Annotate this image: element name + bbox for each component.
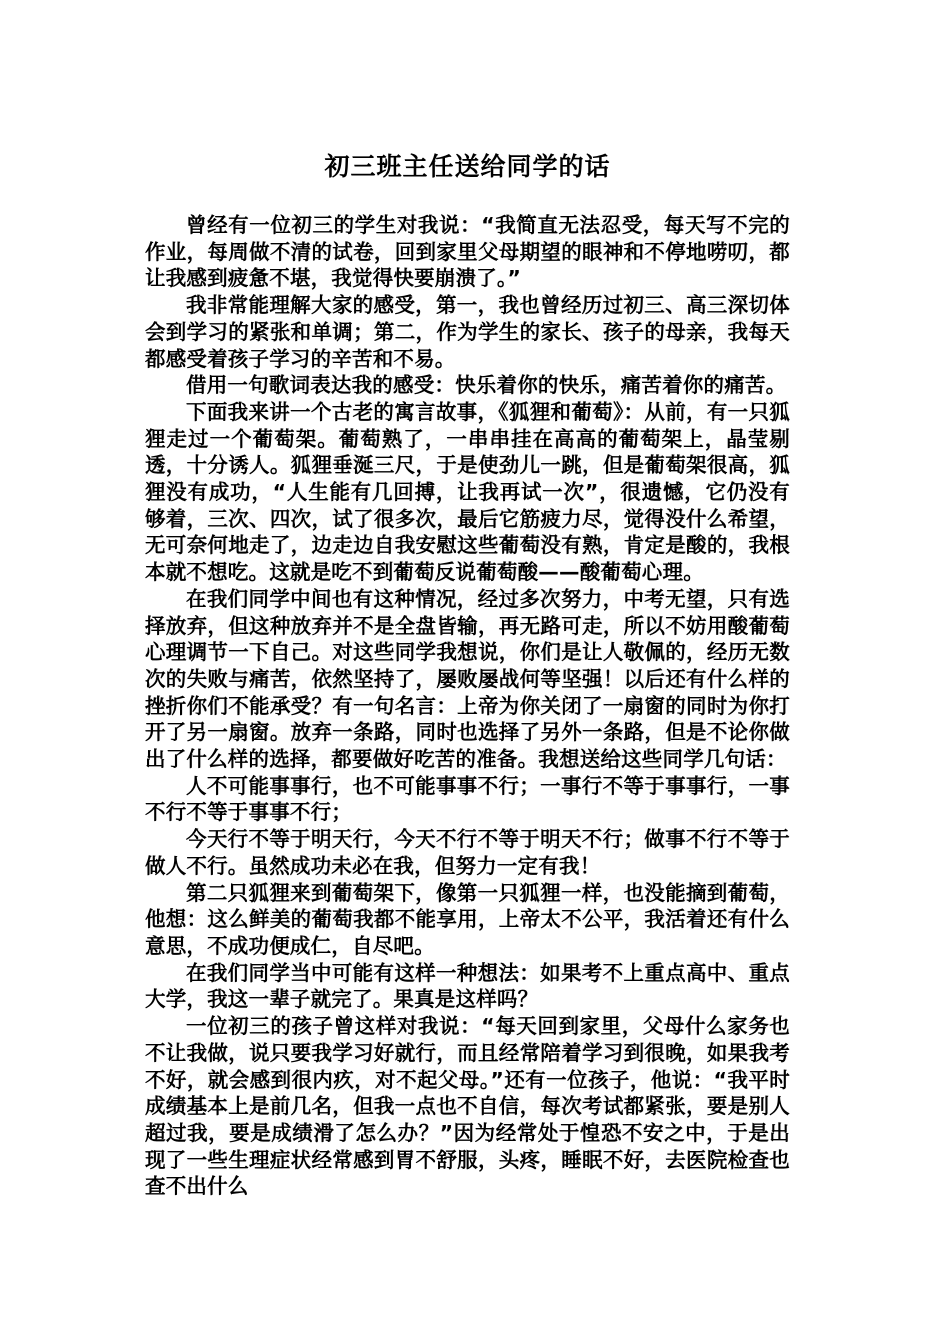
document-title: 初三班主任送给同学的话 bbox=[324, 152, 611, 181]
paragraph-3: 借用一句歌词表达我的感受：快乐着你的快乐，痛苦着你的痛苦。 bbox=[186, 373, 787, 398]
paragraph-6: 人不可能事事行，也不可能事事不行；一事行不等于事事行，一事不行不等于事事不行； bbox=[145, 773, 790, 825]
document-page bbox=[145, 148, 790, 1200]
paragraph-5: 在我们同学中间也有这种情况，经过多次努力，中考无望，只有选择放弃，但这种放弃并不是全盘皆输，再无路可走，所以不妨用酸葡萄心理调节一下自己。对这些同学我想说，你们是让人敬佩的，经历无数次的失败与痛苦，依然坚持了，屡败屡战何等坚强！以后还有什么样的挫折你们不能承受？有一句名言：上帝为你关闭了一扇窗的同时为你打开了另一扇窗。放弃一条路，同时也选择了另外一条路，但是不论你做出了什么样的选择，都要做好吃苦的准备。我想送给这些同学几句话： bbox=[145, 586, 790, 772]
paragraph-2: 我非常能理解大家的感受，第一，我也曾经历过初三、高三深切体会到学习的紧张和单调；第二，作为学生的家长、孩子的母亲，我每天都感受着孩子学习的辛苦和不易。 bbox=[145, 293, 790, 371]
paragraph-10: 一位初三的孩子曾这样对我说：“每天回到家里，父母什么家务也不让我做，说只要我学习好就行，而且经常陪着学习到很晚，如果我考不好，就会感到很内疚，对不起父母。”还有一位孩子，他说：“我平时成绩基本上是前几名，但我一点也不自信，每次考试都紧张，要是别人超过我，要是成绩滑了怎么办？”因为经常处于惶恐不安之中，于是出现了一些生理症状经常感到胃不舒服，头疼，睡眠不好，去医院检查也查不出什么 bbox=[145, 1014, 790, 1199]
paragraph-1: 曾经有一位初三的学生对我说：“我简直无法忍受，每天写不完的作业，每周做不清的试卷，回到家里父母期望的眼神和不停地唠叨，都让我感到疲惫不堪，我觉得快要崩溃了。” bbox=[145, 213, 790, 291]
paragraph-7: 今天行不等于明天行，今天不行不等于明天不行；做事不行不等于做人不行。虽然成功未必在我，但努力一定有我！ bbox=[145, 827, 790, 878]
paragraph-4: 下面我来讲一个古老的寓言故事，《狐狸和葡萄》：从前，有一只狐狸走过一个葡萄架。葡萄熟了，一串串挂在高高的葡萄架上，晶莹剔透，十分诱人。狐狸垂涎三尺，于是使劲儿一跳，但是葡萄架很高，狐狸没有成功，“人生能有几回搏，让我再试一次”，很遗憾，它仍没有够着，三次、四次，试了很多次，最后它筋疲力尽，觉得没什么希望，无可奈何地走了，边走边自我安慰这些葡萄没有熟，肯定是酸的，我根本就不想吃。这就是吃不到葡萄反说葡萄酸——酸葡萄心理。 bbox=[145, 399, 790, 585]
paragraph-9: 在我们同学当中可能有这样一种想法：如果考不上重点高中、重点大学，我这一辈子就完了。果真是这样吗？ bbox=[145, 960, 790, 1012]
paragraph-8: 第二只狐狸来到葡萄架下，像第一只狐狸一样，也没能摘到葡萄，他想：这么鲜美的葡萄我都不能享用，上帝太不公平，我活着还有什么意思，不成功便成仁，自尽吧。 bbox=[145, 880, 790, 958]
